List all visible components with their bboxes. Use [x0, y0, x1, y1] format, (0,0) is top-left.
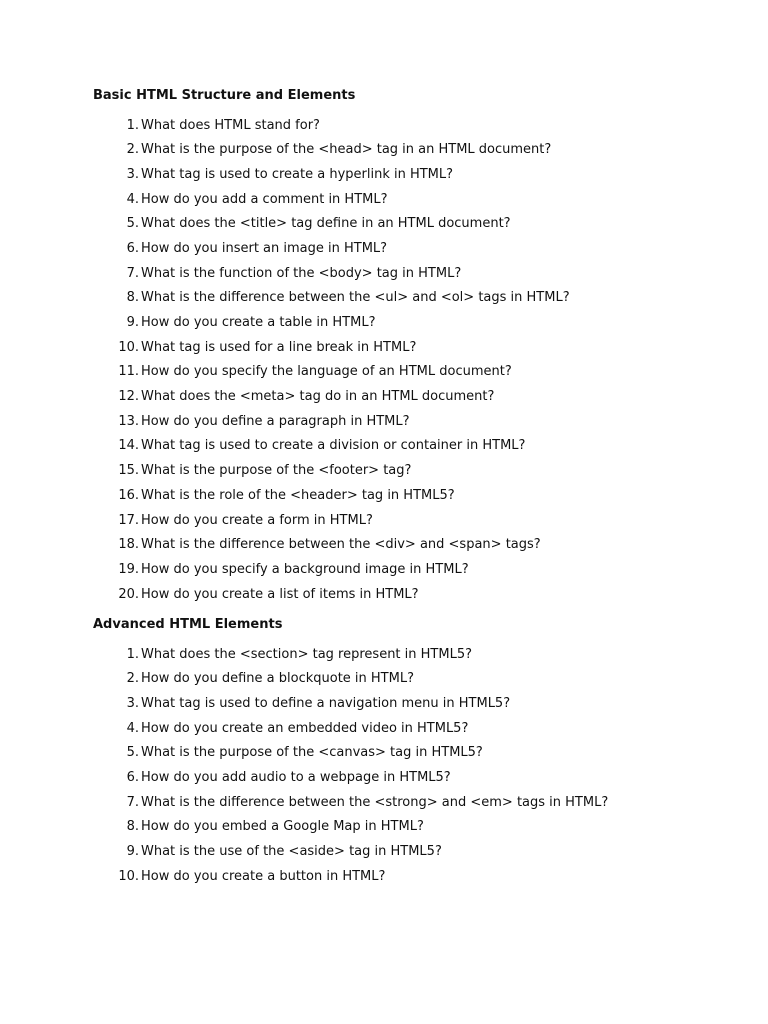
- question-text: How do you embed a Google Map in HTML?: [141, 819, 424, 835]
- question-text: What tag is used to create a hyperlink in HTML?: [141, 166, 454, 182]
- question-text: How do you define a paragraph in HTML?: [141, 413, 410, 429]
- question-item: [93, 385, 733, 410]
- question-number: 3 .: [93, 163, 139, 188]
- question-number: 15 .: [93, 459, 139, 484]
- question-text: How do you add a comment in HTML?: [141, 191, 388, 207]
- question-text: What tag is used to define a navigation menu in HTML5?: [141, 695, 511, 711]
- question-text: What is the role of the <header> tag in HTML5?: [141, 487, 455, 503]
- question-item: [93, 212, 733, 237]
- question-item: [93, 766, 733, 791]
- question-text: What is the purpose of the <canvas> tag in HTML5?: [141, 745, 483, 761]
- question-item: [93, 163, 733, 188]
- question-item: [93, 643, 733, 668]
- question-item: [93, 667, 733, 692]
- question-number: 19 .: [93, 558, 139, 583]
- question-number: 13 .: [93, 410, 139, 435]
- question-text: What is the difference between the <strong> and <em> tags in HTML?: [141, 794, 609, 810]
- question-text: How do you insert an image in HTML?: [141, 240, 388, 256]
- question-text: How do you create a list of items in HTML?: [141, 586, 419, 602]
- question-text: How do you specify the language of an HTML document?: [141, 364, 512, 380]
- question-item: [93, 434, 733, 459]
- question-list: [93, 114, 733, 608]
- question-item: [93, 741, 733, 766]
- question-text: What does HTML stand for?: [141, 117, 320, 133]
- question-text: What is the purpose of the <footer> tag?: [141, 463, 412, 479]
- question-number: 7 .: [93, 262, 139, 287]
- question-item: [93, 237, 733, 262]
- question-number: 10 .: [93, 336, 139, 361]
- question-item: [93, 262, 733, 287]
- question-number: 5 .: [93, 212, 139, 237]
- question-number: 11 .: [93, 360, 139, 385]
- question-item: [93, 791, 733, 816]
- question-text: How do you create an embedded video in HTML5?: [141, 720, 469, 736]
- question-number: 2 .: [93, 667, 139, 692]
- question-text: How do you specify a background image in HTML?: [141, 561, 469, 577]
- question-number: 4 .: [93, 717, 139, 742]
- question-item: [93, 865, 733, 890]
- question-item: [93, 410, 733, 435]
- question-item: [93, 286, 733, 311]
- question-text: What tag is used to create a division or container in HTML?: [141, 438, 526, 454]
- question-number: 5 .: [93, 741, 139, 766]
- question-number: 20 .: [93, 583, 139, 608]
- question-number: 10 .: [93, 865, 139, 890]
- question-text: What is the purpose of the <head> tag in an HTML document?: [141, 142, 552, 158]
- question-item: [93, 459, 733, 484]
- question-item: [93, 484, 733, 509]
- question-item: [93, 692, 733, 717]
- section-basic-html: [93, 87, 733, 607]
- question-item: [93, 815, 733, 840]
- question-text: What is the difference between the <ul> and <ol> tags in HTML?: [141, 290, 570, 306]
- question-text: What is the difference between the <div> and <span> tags?: [141, 537, 541, 553]
- question-number: 1 .: [93, 643, 139, 668]
- question-item: [93, 533, 733, 558]
- question-number: 17 .: [93, 509, 139, 534]
- question-number: 3 .: [93, 692, 139, 717]
- question-number: 8 .: [93, 815, 139, 840]
- question-item: [93, 360, 733, 385]
- question-number: 8 .: [93, 286, 139, 311]
- question-item: [93, 188, 733, 213]
- section-heading: Basic HTML Structure and Elements: [93, 88, 356, 103]
- question-text: How do you create a table in HTML?: [141, 315, 376, 330]
- question-text: What tag is used for a line break in HTML?: [141, 339, 417, 355]
- question-number: 18 .: [93, 533, 139, 558]
- question-item: [93, 138, 733, 163]
- question-item: [93, 311, 733, 336]
- question-number: 16 .: [93, 484, 139, 509]
- question-number: 14 .: [93, 434, 139, 459]
- section-heading: Advanced HTML Elements: [93, 617, 283, 632]
- question-item: [93, 509, 733, 534]
- question-item: [93, 840, 733, 865]
- question-text: How do you create a form in HTML?: [141, 512, 373, 528]
- question-number: 9 .: [93, 311, 139, 336]
- question-number: 1 .: [93, 114, 139, 139]
- question-list: [93, 643, 733, 890]
- question-text: How do you create a button in HTML?: [141, 868, 386, 884]
- section-advanced-html: [93, 616, 733, 889]
- question-item: [93, 583, 733, 608]
- question-item: [93, 114, 733, 139]
- question-text: How do you define a blockquote in HTML?: [141, 671, 414, 687]
- question-number: 2 .: [93, 138, 139, 163]
- question-number: 12 .: [93, 385, 139, 410]
- question-item: [93, 558, 733, 583]
- question-number: 6 .: [93, 766, 139, 791]
- question-text: How do you add audio to a webpage in HTML5?: [141, 769, 451, 785]
- question-number: 9 .: [93, 840, 139, 865]
- question-item: [93, 336, 733, 361]
- question-item: [93, 717, 733, 742]
- question-number: 4 .: [93, 188, 139, 213]
- question-text: What does the <title> tag define in an HTML document?: [141, 216, 511, 232]
- question-text: What is the function of the <body> tag in HTML?: [141, 265, 462, 281]
- question-text: What is the use of the <aside> tag in HTML5?: [141, 844, 442, 859]
- question-text: What does the <section> tag represent in HTML5?: [141, 646, 472, 662]
- question-text: What does the <meta> tag do in an HTML document?: [141, 389, 495, 405]
- question-number: 7 .: [93, 791, 139, 816]
- question-number: 6 .: [93, 237, 139, 262]
